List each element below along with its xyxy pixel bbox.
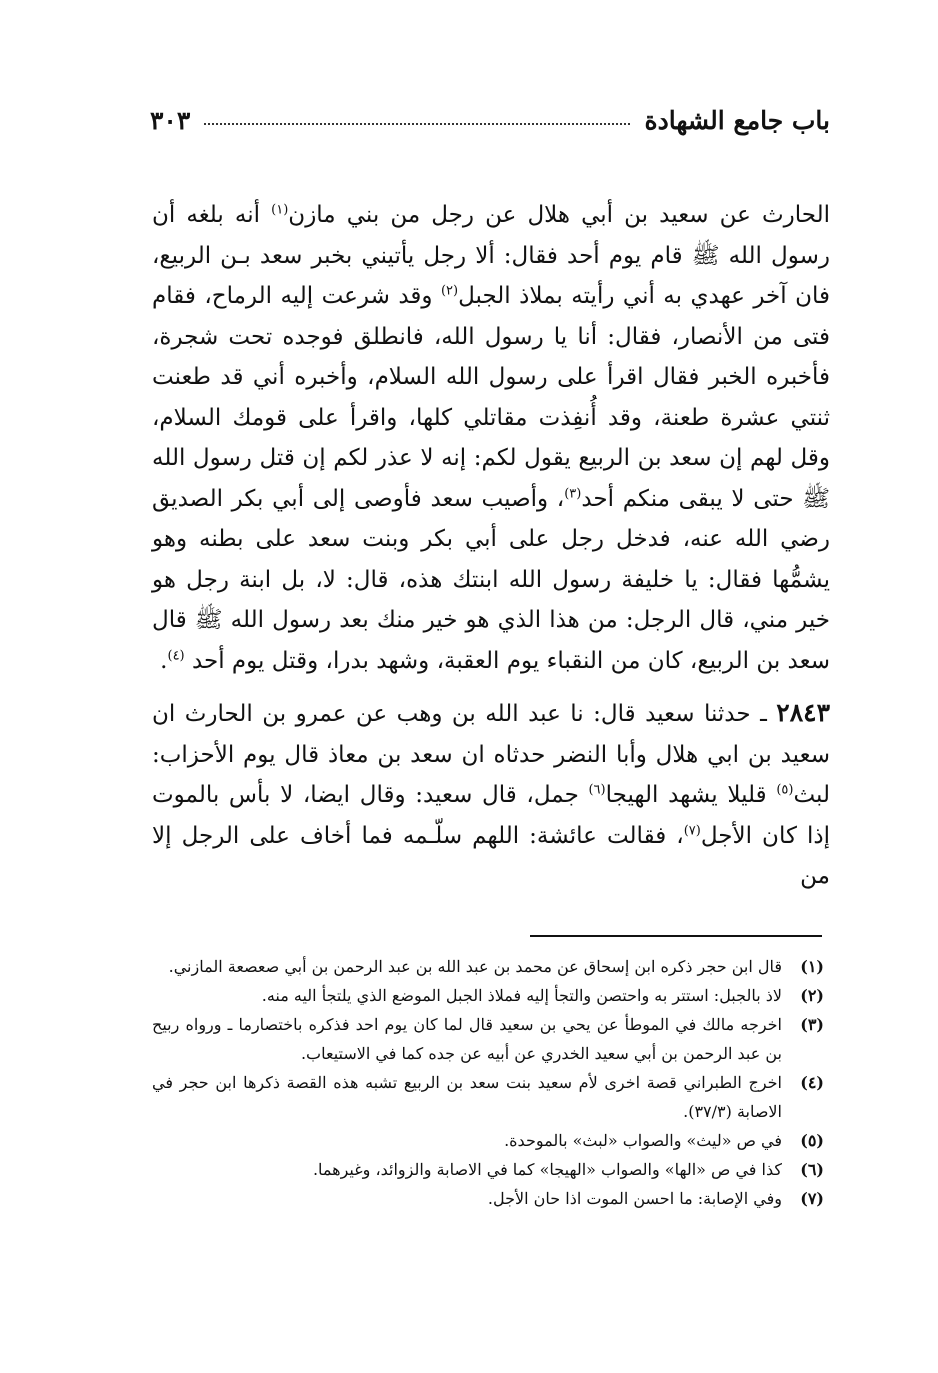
footnote-number: (٢) — [800, 986, 824, 1005]
footnote-ref-5[interactable]: (٥) — [776, 782, 794, 798]
paragraph-1 — [152, 195, 830, 681]
footnote-number: (١) — [800, 957, 824, 976]
footnote-number: (٣) — [800, 1015, 824, 1034]
footnote-ref-7[interactable]: (٧) — [683, 822, 701, 838]
page-header — [150, 100, 830, 140]
footnote-text: كذا في ص «الها» والصواب «الهيجا» كما في الاصابة والزوائد، وغيرهما. — [312, 1160, 782, 1179]
leader-dots — [204, 123, 630, 125]
text-segment: أنه بلغه أن رسول الله ﷺ قام يوم أحد فقال: ألا رجل يأتيني بخبر سعد بـن الربيع، فان آخر عهدي به أني رأيته بملاذ الجبل — [152, 202, 830, 309]
footnote-number: (٤) — [800, 1073, 824, 1092]
footnote-6 — [152, 1155, 824, 1184]
text-segment: الحارث عن سعيد بن أبي هلال عن رجل من بني مازن — [288, 202, 831, 228]
footnote-7 — [152, 1184, 824, 1213]
main-text — [152, 195, 830, 897]
footnote-number: (٧) — [800, 1189, 824, 1208]
text-segment: ـ حدثنا سعيد قال: نا عبد الله بن وهب عن عمرو بن الحارث ان سعيد بن ابي هلال وأبا النضر حدثاه ان سعد بن معاذ قال يوم الأحزاب: لبث — [152, 701, 830, 808]
running-head: باب جامع الشهادة — [644, 105, 830, 135]
footnote-ref-6[interactable]: (٦) — [588, 782, 606, 798]
footnote-text: في ص «ليث» والصواب «لبث» بالموحدة. — [504, 1131, 782, 1150]
footnote-number: (٥) — [800, 1131, 824, 1150]
footnote-2 — [152, 981, 824, 1010]
footnote-text: اخرج الطبراني قصة اخرى لأم سعيد بنت سعد بن الربيع تشبه هذه القصة ذكرها ابن حجر في الاصابة (٣٧/٣). — [152, 1073, 782, 1121]
text-segment: . — [160, 647, 168, 674]
footnote-ref-2[interactable]: (٢) — [440, 283, 459, 299]
footnote-4 — [152, 1068, 824, 1126]
footnotes — [152, 952, 824, 1213]
footnote-text: وفي الإصابة: ما احسن الموت اذا حان الأجل. — [487, 1189, 782, 1208]
footnote-separator — [530, 935, 822, 937]
footnote-ref-3[interactable]: (٣) — [564, 485, 582, 501]
text-segment: ، وأصيب سعد فأوصى إلى أبي بكر الصديق رضي الله عنه، فدخل رجل على أبي بكر وبنت سعد على بطنه وهو يشمُّها فقال: يا خليفة رسول الله ابنتك هذه، قال: لا، بل ابنة رجل هو خير مني، قال الرجل: من هذا الذي هو خير منك بعد رسول الله ﷺ قال سعد بن الربيع، كان من النقباء يوم العقبة، وشهد بدرا، وقتل يوم أحد — [152, 485, 830, 674]
footnote-ref-1[interactable]: (١) — [271, 202, 289, 218]
footnote-1 — [152, 952, 824, 981]
text-segment: قليلا يشهد الهيجا — [605, 782, 777, 808]
paragraph-2 — [152, 693, 830, 897]
text-segment: جمل، قال سعيد: وقال ايضا، لا بأس بالموت إذا كان الأجل — [152, 782, 830, 849]
footnote-number: (٦) — [800, 1160, 824, 1179]
page-number: ٣٠٣ — [150, 105, 191, 135]
text-segment: وقد شرعت إليه الرماح، فقام فتى من الأنصار، فقال: أنا يا رسول الله، فانطلق فوجده تحت شجرة، فأخبره الخبر فقال اقرأ على رسول الله السلام، وأخبره أني قد طعنت ثنتي عشرة طعنة، وقد أُنفِذت مقاتلي كلها، واقرأ على قومك السلام، وقل لهم إن سعد بن الربيع يقول لكم: إنه لا عذر لكم إن قتل رسول الله ﷺ حتى لا يبقى منكم أحد — [152, 283, 830, 512]
footnote-3 — [152, 1010, 824, 1068]
footnote-5 — [152, 1126, 824, 1155]
footnote-text: لاذ بالجبل: استتر به واحتصن والتجأ إليه فملاذ الجبل الموضع الذي يلتجأ اليه منه. — [261, 986, 782, 1005]
footnote-text: اخرجه مالك في الموطأ عن يحي بن سعيد قال لما كان يوم احد فذكره باختصارما ـ ورواه ربيح بن عبد الرحمن بن أبي سعيد الخدري عن أبيه عن جده كما في الاستيعاب. — [152, 1015, 782, 1063]
text-segment: ، فقالت عائشة: اللهم سلّـمه فما أخاف على الرجل إلا من — [152, 822, 830, 889]
footnote-text: قال ابن حجر ذكره ابن إسحاق عن محمد بن عبد الله بن عبد الرحمن بن أبي صعصعة المازني. — [168, 957, 782, 976]
footnote-ref-4[interactable]: (٤) — [167, 647, 185, 663]
hadith-number: ٢٨٤٣ — [776, 698, 831, 727]
